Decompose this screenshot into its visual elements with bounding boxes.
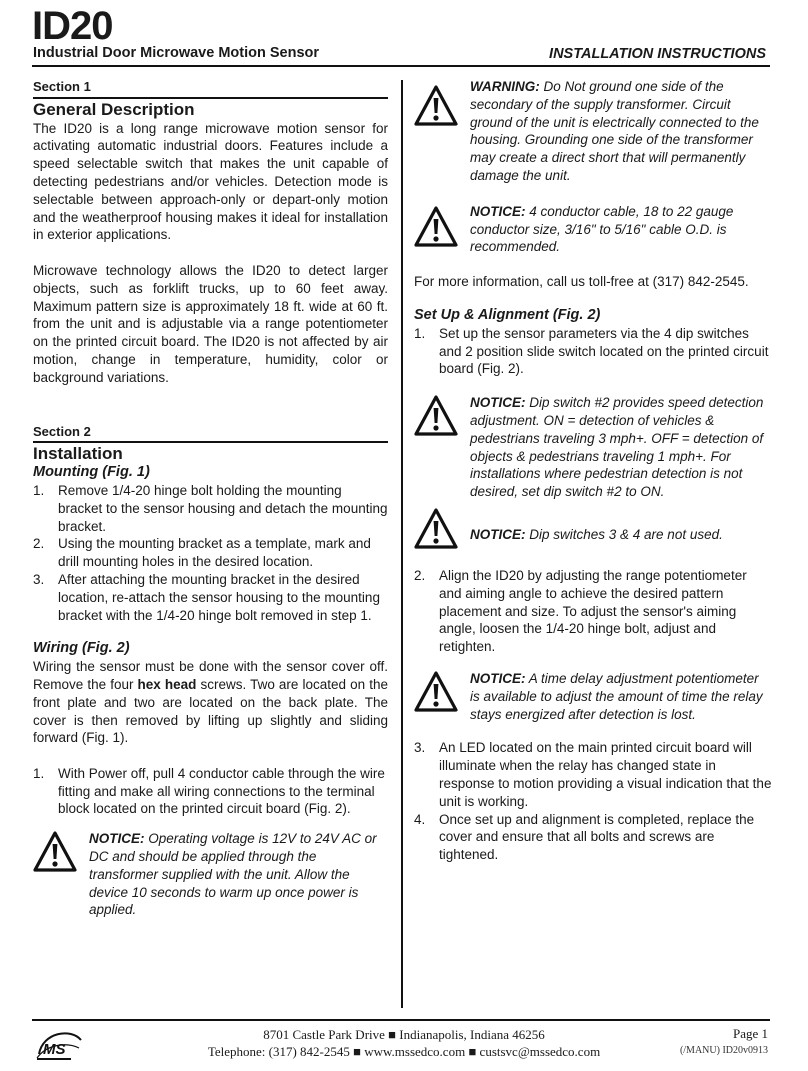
- notice-cable-text: NOTICE: 4 conductor cable, 18 to 22 gauge conductor size, 3/16" to 5/16" cable O.D. is recommended.: [470, 203, 734, 255]
- warning-triangle-icon: [414, 394, 458, 438]
- setup-step-list-2: [414, 567, 772, 656]
- warning-triangle-icon: [414, 507, 458, 551]
- notice-dip-switch-2-text: NOTICE: Dip switch #2 provides speed detection adjustment. ON = detection of vehicles & pedestrians traveling 3 mph+. OFF = detection of objects & pedestrians traveling 1 mph+. For installations where pedestrian detection is not desired, set dip switch #2 to ON.: [470, 395, 764, 500]
- notice-time-delay-text: NOTICE: A time delay adjustment potentiometer is available to adjust the amount of time the relay stays energized after detection is lost.: [470, 670, 763, 722]
- setup-heading: Set Up & Alignment (Fig. 2): [414, 306, 601, 323]
- section-1-title: General Description: [33, 99, 195, 119]
- mounting-step-1: 1. Remove 1/4-20 hinge bolt holding the mounting bracket to the sensor housing and detach the mounting bracket.: [33, 482, 388, 534]
- wiring-step-1: 1. With Power off, pull 4 conductor cable through the wire fitting and make all wiring connections to the terminal block located on the printed circuit board (Fig. 2).: [33, 765, 385, 817]
- mounting-step-3: 3. After attaching the mounting bracket in the desired location, re-attach the sensor housing to the mounting bracket with the 1/4-20 hinge bolt removed in step 1.: [33, 571, 380, 623]
- document-subtitle: Industrial Door Microwave Motion Sensor: [33, 45, 320, 61]
- warning-grounding: [414, 78, 772, 185]
- setup-step-4: 4. Once set up and alignment is completed, replace the cover and ensure that all bolts and screws are tightened.: [414, 811, 755, 863]
- mounting-steps: [33, 482, 388, 624]
- notice-voltage-text: NOTICE: Operating voltage is 12V to 24V AC or DC and should be applied through the transformer supplied with the unit. Allow the device 10 seconds to warm up once power is applied.: [89, 831, 377, 918]
- logo-lettering: MS: [43, 1041, 66, 1058]
- warning-triangle-icon: [414, 205, 458, 249]
- right-column: [414, 78, 772, 864]
- notice-time-delay: [414, 670, 772, 723]
- notice-dip-switch-3-4-text: NOTICE: Dip switches 3 & 4 are not used.: [470, 526, 723, 542]
- setup-step-3: 3. An LED located on the main printed circuit board will illuminate when the relay has changed state in response to motion providing a visual indication that the unit is working.: [414, 740, 772, 809]
- setup-step-list-3: [414, 739, 772, 864]
- section-2-label: Section 2: [33, 423, 388, 444]
- document-type: INSTALLATION INSTRUCTIONS: [549, 46, 766, 62]
- warning-triangle-icon: [414, 670, 458, 714]
- document-code: (/MANU) ID20v0913: [679, 1045, 768, 1056]
- mounting-step-2: 2. Using the mounting bracket as a template, mark and drill mounting holes in the desired location.: [33, 536, 371, 570]
- setup-step-list-1: [414, 325, 772, 378]
- warning-triangle-icon: [414, 84, 458, 128]
- setup-step-2: 2. Align the ID20 by adjusting the range potentiometer and aiming angle to achieve the desired pattern placement and size. To adjust the sensor's aiming angle, loosen the 1/4-20 hinge bolt, adjust and retighten.: [414, 567, 747, 655]
- description-paragraph-1: The ID20 is a long range microwave motion sensor for activating automatic industrial doors. Features include a speed selectable switch that makes the unit capable of detecting pedestrians and/or vehicles. Detection mode is selectable between approach-only or depart-only motion and the weatherproof housing makes it ideal for installation in exterior applications.: [33, 120, 388, 243]
- header-rule: [32, 65, 770, 67]
- footer-contact: Telephone: (317) 842-2545 ■ www.mssedco.com ■ custsvc@mssedco.com: [207, 1044, 601, 1059]
- notice-dip-switch-2: [414, 394, 772, 501]
- footer-address: 8701 Castle Park Drive ■ Indianapolis, Indiana 46256: [263, 1027, 545, 1042]
- wiring-steps: [33, 765, 388, 818]
- notice-dip-switch-3-4: [414, 511, 772, 551]
- contact-info-line: For more information, call us toll-free at (317) 842-2545.: [414, 274, 749, 290]
- footer-rule: [32, 1019, 770, 1021]
- warning-grounding-text: WARNING: Do Not ground one side of the secondary of the supply transformer. Circuit ground of the unit is electrically connected to the housing. Grounding one side of the transformer may create a direct short that will permanently damage the unit.: [470, 79, 759, 183]
- warning-triangle-icon: [33, 830, 77, 874]
- notice-cable: [414, 203, 772, 256]
- section-1-label: Section 1: [33, 78, 388, 99]
- document-title: ID20: [32, 4, 113, 48]
- description-paragraph-2: Microwave technology allows the ID20 to detect larger objects, such as forklift trucks, up to 60 feet away. Maximum pattern size is approximately 18 ft. wide at 60 ft. from the unit and is adjustable via a range potentiometer on the printed circuit board. The ID20 is not affected by air motion, change in temperature, humidity, color or background variations.: [33, 262, 388, 385]
- left-column: [33, 78, 388, 919]
- section-2-title: Installation: [33, 444, 123, 464]
- column-divider: [401, 80, 403, 1008]
- hex-head-emphasis: hex head: [137, 676, 197, 692]
- mounting-heading: Mounting (Fig. 1): [33, 464, 150, 481]
- notice-voltage: [33, 830, 388, 919]
- setup-step-1: 1. Set up the sensor parameters via the 4 dip switches and 2 position slide switch located on the printed circuit board (Fig. 2).: [414, 325, 769, 377]
- page-number: Page 1: [732, 1026, 768, 1041]
- wiring-paragraph: Wiring the sensor must be done with the sensor cover off. Remove the four hex head screws. Two are located on the front plate and two are located on the back plate. The cover is then removed by lifting up slightly and sliding forward (Fig. 1).: [33, 659, 388, 746]
- wiring-heading: Wiring (Fig. 2): [33, 640, 130, 657]
